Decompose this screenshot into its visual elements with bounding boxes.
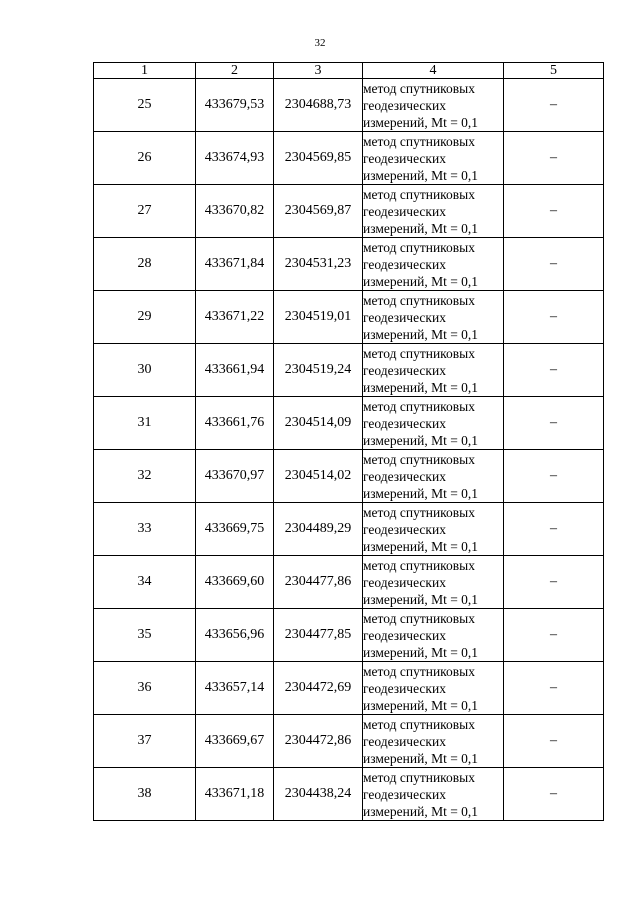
x-coordinate-cell: 433669,67 [196,715,274,768]
method-cell [363,397,504,450]
point-number-cell: 36 [94,662,196,715]
table-row [94,662,604,715]
method-text-line: измерений, Mt = 0,1 [363,485,479,501]
method-cell [363,662,504,715]
y-coordinate-cell: 2304531,23 [274,238,363,291]
method-cell [363,132,504,185]
x-coordinate-cell: 433669,75 [196,503,274,556]
table-row [94,238,604,291]
method-text-line: геодезических [363,733,446,749]
column-header-2: 2 [196,63,274,79]
note-cell: – [504,291,604,344]
note-cell: – [504,768,604,821]
method-text-line: измерений, Mt = 0,1 [363,326,479,342]
table-row [94,450,604,503]
table-row [94,185,604,238]
method-cell [363,503,504,556]
page-number: 32 [314,37,326,49]
method-text-line: геодезических [363,786,446,802]
method-text-line: измерений, Mt = 0,1 [363,803,479,819]
method-text-line: измерений, Mt = 0,1 [363,167,479,183]
method-text-line: метод спутниковых [363,345,475,361]
method-text-line: метод спутниковых [363,504,475,520]
method-cell [363,344,504,397]
method-text-line: геодезических [363,362,446,378]
note-cell: – [504,662,604,715]
method-text-line: метод спутниковых [363,610,475,626]
y-coordinate-cell: 2304569,87 [274,185,363,238]
method-cell [363,238,504,291]
x-coordinate-cell: 433657,14 [196,662,274,715]
method-text-line: геодезических [363,574,446,590]
method-text-line: геодезических [363,256,446,272]
y-coordinate-cell: 2304514,02 [274,450,363,503]
point-number-cell: 28 [94,238,196,291]
method-text-line: измерений, Mt = 0,1 [363,591,479,607]
method-text-line: измерений, Mt = 0,1 [363,644,479,660]
table-body [94,79,604,821]
note-cell: – [504,132,604,185]
note-cell: – [504,79,604,132]
method-text-line: измерений, Mt = 0,1 [363,432,479,448]
method-cell [363,768,504,821]
y-coordinate-cell: 2304477,86 [274,556,363,609]
table-row [94,79,604,132]
method-text-line: геодезических [363,627,446,643]
method-text-line: метод спутниковых [363,716,475,732]
note-cell: – [504,450,604,503]
method-text-line: измерений, Mt = 0,1 [363,538,479,554]
method-text-line: метод спутниковых [363,398,475,414]
y-coordinate-cell: 2304477,85 [274,609,363,662]
method-cell [363,79,504,132]
x-coordinate-cell: 433670,97 [196,450,274,503]
x-coordinate-cell: 433670,82 [196,185,274,238]
method-text-line: метод спутниковых [363,451,475,467]
y-coordinate-cell: 2304472,86 [274,715,363,768]
method-text-line: измерений, Mt = 0,1 [363,273,479,289]
method-cell [363,450,504,503]
point-number-cell: 37 [94,715,196,768]
method-text-line: геодезических [363,203,446,219]
method-text-line: метод спутниковых [363,80,475,96]
x-coordinate-cell: 433661,76 [196,397,274,450]
x-coordinate-cell: 433671,18 [196,768,274,821]
note-cell: – [504,397,604,450]
y-coordinate-cell: 2304489,29 [274,503,363,556]
point-number-cell: 26 [94,132,196,185]
method-text-line: геодезических [363,468,446,484]
method-text-line: геодезических [363,680,446,696]
x-coordinate-cell: 433669,60 [196,556,274,609]
table-row [94,132,604,185]
table-row [94,715,604,768]
x-coordinate-cell: 433656,96 [196,609,274,662]
point-number-cell: 27 [94,185,196,238]
method-text-line: измерений, Mt = 0,1 [363,114,479,130]
method-cell [363,185,504,238]
coordinates-table [93,62,604,821]
column-header-5: 5 [504,63,604,79]
note-cell: – [504,715,604,768]
y-coordinate-cell: 2304688,73 [274,79,363,132]
y-coordinate-cell: 2304438,24 [274,768,363,821]
method-text-line: геодезических [363,309,446,325]
note-cell: – [504,185,604,238]
y-coordinate-cell: 2304472,69 [274,662,363,715]
method-text-line: геодезических [363,415,446,431]
x-coordinate-cell: 433671,84 [196,238,274,291]
method-text-line: измерений, Mt = 0,1 [363,750,479,766]
method-text-line: метод спутниковых [363,133,475,149]
point-number-cell: 34 [94,556,196,609]
note-cell: – [504,238,604,291]
x-coordinate-cell: 433661,94 [196,344,274,397]
method-cell [363,291,504,344]
method-cell [363,609,504,662]
method-text-line: метод спутниковых [363,769,475,785]
point-number-cell: 25 [94,79,196,132]
method-text-line: геодезических [363,521,446,537]
method-cell [363,715,504,768]
y-coordinate-cell: 2304569,85 [274,132,363,185]
column-header-3: 3 [274,63,363,79]
method-text-line: метод спутниковых [363,557,475,573]
column-header-4: 4 [363,63,504,79]
note-cell: – [504,344,604,397]
note-cell: – [504,503,604,556]
point-number-cell: 30 [94,344,196,397]
method-text-line: геодезических [363,150,446,166]
method-cell [363,556,504,609]
method-text-line: геодезических [363,97,446,113]
column-header-1: 1 [94,63,196,79]
table-header-row [94,63,604,79]
table-row [94,397,604,450]
table-row [94,503,604,556]
point-number-cell: 29 [94,291,196,344]
y-coordinate-cell: 2304519,24 [274,344,363,397]
table-row [94,556,604,609]
x-coordinate-cell: 433679,53 [196,79,274,132]
method-text-line: метод спутниковых [363,239,475,255]
method-text-line: измерений, Mt = 0,1 [363,379,479,395]
method-text-line: измерений, Mt = 0,1 [363,220,479,236]
method-text-line: метод спутниковых [363,292,475,308]
table-row [94,768,604,821]
point-number-cell: 33 [94,503,196,556]
table-row [94,609,604,662]
method-text-line: измерений, Mt = 0,1 [363,697,479,713]
note-cell: – [504,609,604,662]
table-row [94,344,604,397]
point-number-cell: 32 [94,450,196,503]
note-cell: – [504,556,604,609]
point-number-cell: 38 [94,768,196,821]
point-number-cell: 35 [94,609,196,662]
method-text-line: метод спутниковых [363,186,475,202]
y-coordinate-cell: 2304519,01 [274,291,363,344]
y-coordinate-cell: 2304514,09 [274,397,363,450]
method-text-line: метод спутниковых [363,663,475,679]
x-coordinate-cell: 433674,93 [196,132,274,185]
point-number-cell: 31 [94,397,196,450]
table-row [94,291,604,344]
x-coordinate-cell: 433671,22 [196,291,274,344]
